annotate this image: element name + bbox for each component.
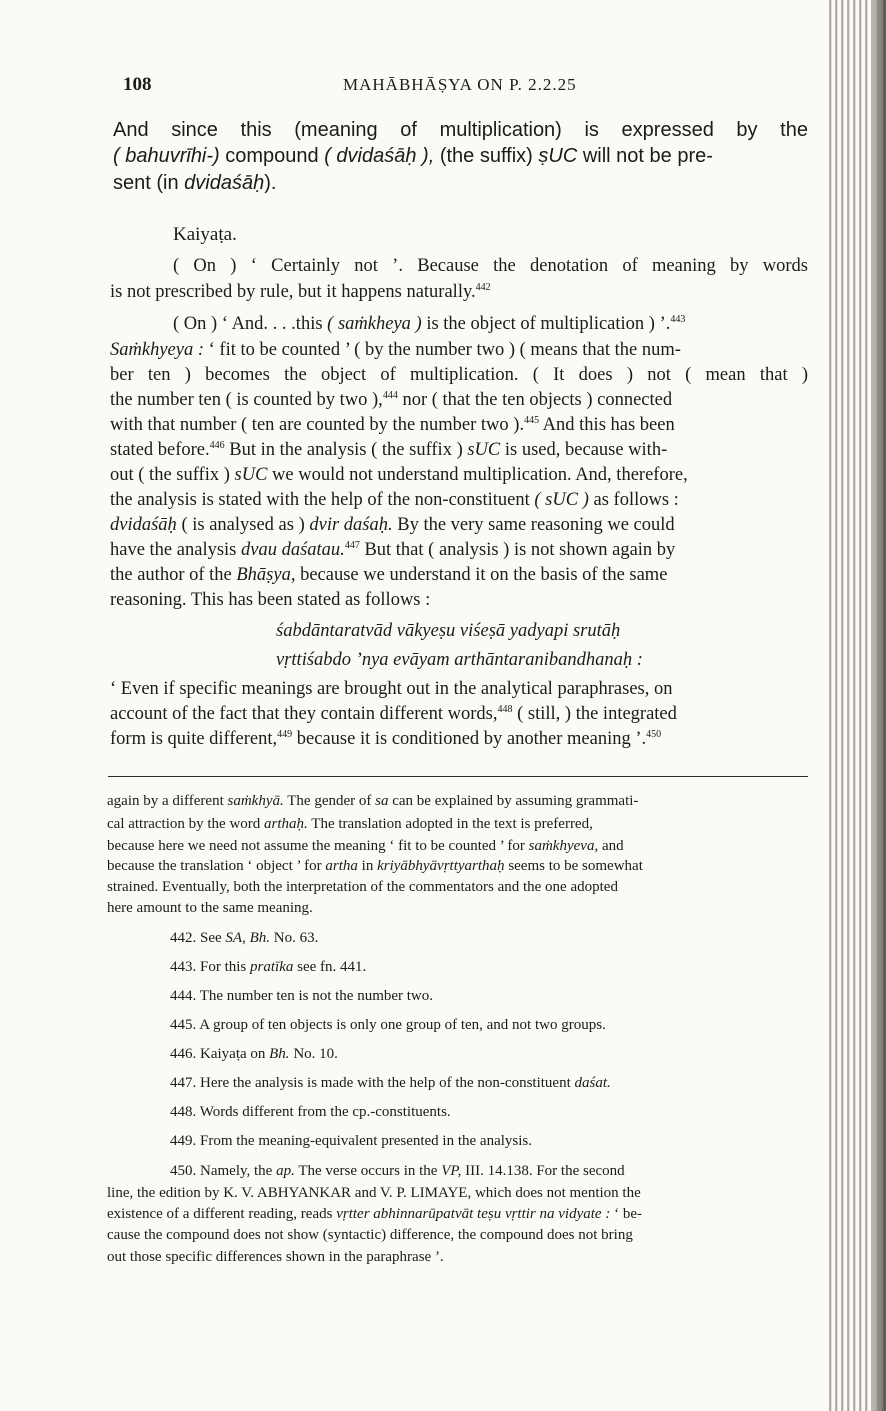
footnote-449: 449. From the meaning-equivalent presented in the analysis. [170, 1133, 532, 1149]
footnote-443: 443. For this pratīka see fn. 441. [170, 959, 367, 975]
footnote-ref-444[interactable]: 444 [382, 390, 398, 401]
footnote-cont-line-6: here amount to the same meaning. [107, 900, 313, 916]
footnote-ref-450[interactable]: 450 [646, 729, 662, 740]
footnote-ref-447[interactable]: 447 [344, 540, 360, 551]
scanned-page-shadow [872, 0, 886, 1411]
footnote-450-line-2: line, the edition by K. V. ABHYANKAR and V. P. LIMAYE, which does not mention the [107, 1185, 641, 1201]
footnote-446: 446. Kaiyaṭa on Bh. No. 10. [170, 1046, 338, 1062]
footnote-447: 447. Here the analysis is made with the help of the non-constituent daśat. [170, 1075, 611, 1091]
footnote-divider [108, 776, 808, 777]
para2-line-9: dvidaśāḥ ( is analysed as ) dvir daśaḥ. By the very same reasoning we could [110, 515, 675, 535]
para2-line-10: have the analysis dvau daśatau.$^{447}$ But that ( analysis ) is not shown again by [110, 540, 676, 560]
para2-line-6: stated before.$^{446}$ But in the analysis ( the suffix ) sUC is used, because with- [110, 440, 668, 460]
para2-line-3: ber ten ) becomes the object of multiplication. ( It does ) not ( mean that ) [110, 365, 808, 385]
footnote-448: 448. Words different from the cp.-constituents. [170, 1104, 451, 1120]
para2-line-5: with that number ( ten are counted by the number two ).$^{445}$ And this has been [110, 415, 675, 435]
para2-line-8: the analysis is stated with the help of the non-constituent ( sUC ) as follows : [110, 490, 679, 510]
footnote-450-line-5: out those specific differences shown in the paraphrase ’. [107, 1249, 444, 1265]
footnote-cont-line-1: again by a different saṁkhyā. The gender of sa can be explained by assuming grammati- [107, 793, 639, 809]
para1-line-2: is not prescribed by rule, but it happens naturally.$^{442}$ [110, 282, 491, 302]
footnote-450-line-1: 450. Namely, the ap. The verse occurs in the VP, III. 14.138. For the second [170, 1163, 625, 1179]
para2-line-4: the number ten ( is counted by two ),$^{444}$ nor ( that the ten objects ) connected [110, 390, 673, 410]
footnote-ref-445[interactable]: 445 [524, 415, 540, 426]
para2-line-12: reasoning. This has been stated as follows : [110, 590, 431, 610]
footnote-442: 442. See SA, Bh. No. 63. [170, 930, 319, 946]
verse-line-1: śabdāntaratvād vākyeṣu viśeṣā yadyapi srutāḥ [276, 621, 621, 641]
footnote-ref-446[interactable]: 446 [209, 440, 225, 451]
footnote-450-line-4: cause the compound does not show (syntactic) difference, the compound does not bring [107, 1227, 633, 1243]
verse-line-2: vṛttiśabdo ’nya evāyam arthāntaranibandhanaḥ : [276, 650, 643, 670]
translation-line-2: account of the fact that they contain different words,$^{448}$ ( still, ) the integrated [110, 704, 677, 724]
para2-line-1: ( On ) ‘ And. . . .this ( saṁkheya ) is the object of multiplication ) ’.$^{443}$ [173, 314, 686, 334]
page-header [123, 74, 643, 102]
running-head: MAHĀBHĀṢYA ON P. 2.2.25 [343, 75, 577, 94]
footnote-cont-line-3: because here we need not assume the meaning ‘ fit to be counted ’ for saṁkhyeva, and [107, 838, 624, 854]
footnote-445: 445. A group of ten objects is only one group of ten, and not two groups. [170, 1017, 606, 1033]
section-heading-kaiyata: Kaiyaṭa. [173, 224, 237, 245]
footnote-cont-line-5: strained. Eventually, both the interpretation of the commentators and the one adopted [107, 879, 618, 895]
translation-line-1: ‘ Even if specific meanings are brought out in the analytical paraphrases, on [110, 679, 673, 699]
footnote-ref-442[interactable]: 442 [475, 282, 491, 293]
para2-line-2: Saṁkhyeya : ‘ fit to be counted ’ ( by the number two ) ( means that the num- [110, 340, 681, 360]
para2-line-11: the author of the Bhāṣya, because we understand it on the basis of the same [110, 565, 668, 585]
translation-line-3: form is quite different,$^{449}$ because it is conditioned by another meaning ’.$^{450}$ [110, 729, 662, 749]
footnote-cont-line-4: because the translation ‘ object ’ for artha in kriyābhyāvṛttyarthaḥ seems to be somewhat [107, 858, 643, 874]
page-number: 108 [123, 74, 152, 95]
footnote-444: 444. The number ten is not the number two. [170, 988, 434, 1004]
para2-line-7: out ( the suffix ) sUC we would not understand multiplication. And, therefore, [110, 465, 688, 485]
para1-line-1: ( On ) ‘ Certainly not ’. Because the denotation of meaning by words [173, 256, 808, 276]
footnote-ref-443[interactable]: 443 [670, 314, 686, 325]
opening-line-1: And since this (meaning of multiplication) is expressed by the [113, 119, 808, 141]
footnote-ref-448[interactable]: 448 [497, 704, 513, 715]
opening-line-2: ( bahuvrīhi-) compound ( dvidaśāḥ ), (the suffix) ṣUC will not be pre- [113, 145, 713, 167]
footnote-ref-449[interactable]: 449 [277, 729, 293, 740]
footnote-450-line-3: existence of a different reading, reads vṛtter abhinnarūpatvāt teṣu vṛttir na vidyate : ‘ be- [107, 1206, 642, 1222]
opening-line-3: sent (in dvidaśāḥ). [113, 172, 277, 194]
footnote-cont-line-2: cal attraction by the word arthaḥ. The translation adopted in the text is preferred, [107, 816, 593, 832]
